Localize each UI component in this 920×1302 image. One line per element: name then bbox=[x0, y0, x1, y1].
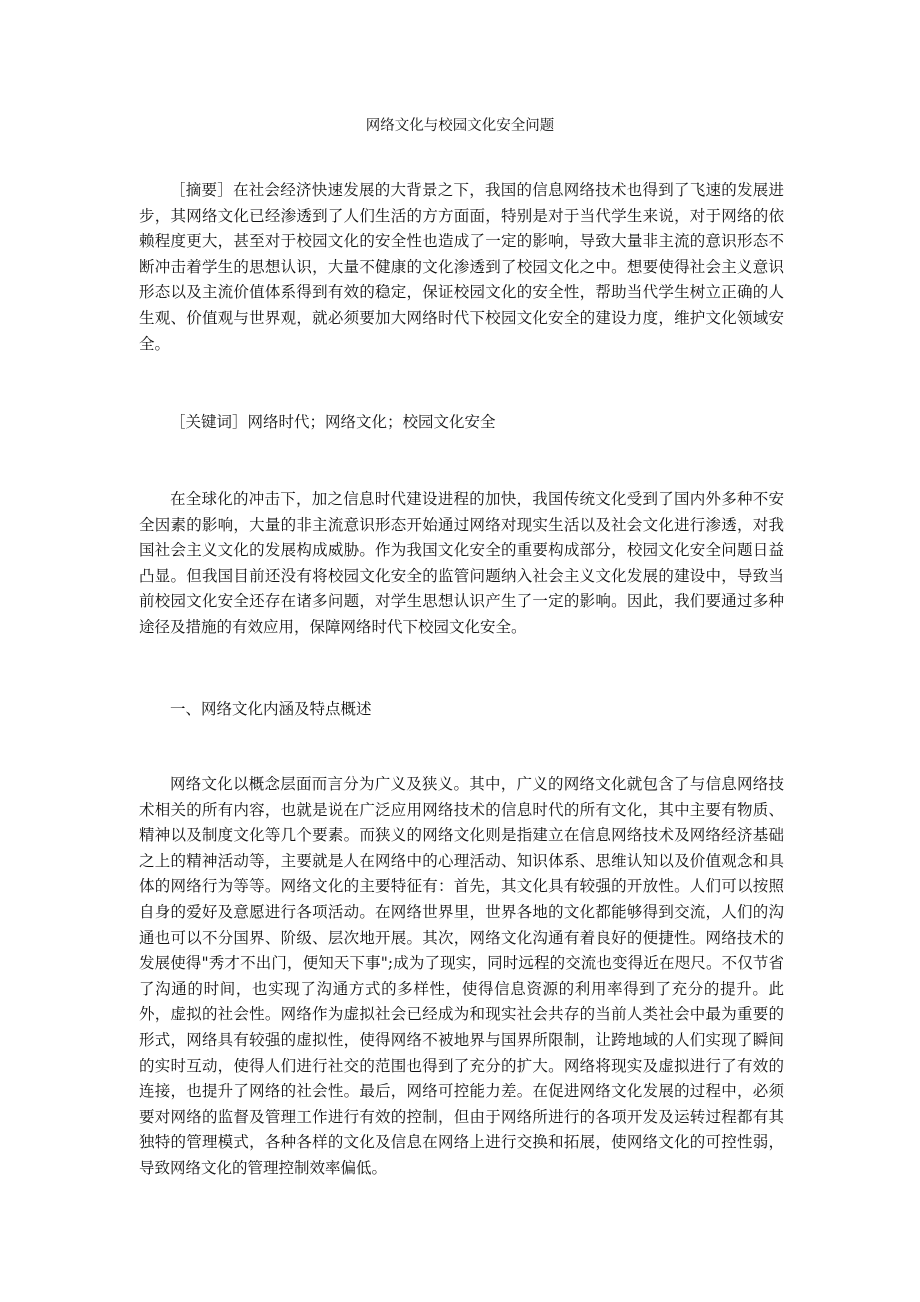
abstract-paragraph: ［摘要］在社会经济快速发展的大背景之下，我国的信息网络技术也得到了飞速的发展进步，其网络文化已经渗透到了人们生活的方方面面，特别是对于当代学生来说，对于网络的依赖程度更大，甚至对于校园文化的安全性也造成了一定的影响，导致大量非主流的意识形态不断冲击着学生的思想认识，大量不健康的文化渗透到了校园文化之中。想要使得社会主义意识形态以及主流价值体系得到有效的稳定，保证校园文化的安全性，帮助当代学生树立正确的人生观、价值观与世界观，就必须要加大网络时代下校园文化安全的建设力度，维护文化领域安全。 bbox=[139, 181, 784, 353]
keywords-line: ［关键词］网络时代；网络文化；校园文化安全 bbox=[170, 413, 496, 431]
section-body-paragraph: 网络文化以概念层面而言分为广义及狭义。其中，广义的网络文化就包含了与信息网络技术相关的所有内容，也就是说在广泛应用网络技术的信息时代的所有文化，其中主要有物质、精神以及制度文化等几个要素。而狭义的网络文化则是指建立在信息网络技术及网络经济基础之上的精神活动等，主要就是人在网络中的心理活动、知识体系、思维认知以及价值观念和具体的网络行为等等。网络文化的主要特征有：首先，其文化具有较强的开放性。人们可以按照自身的爱好及意愿进行各项活动。在网络世界里，世界各地的文化都能够得到交流，人们的沟通也可以不分国界、阶级、层次地开展。其次，网络文化沟通有着良好的便捷性。网络技术的发展使得"秀才不出门，便知天下事";成为了现实，同时远程的交流也变得近在咫尺。不仅节省了沟通的时间，也实现了沟通方式的多样性，使得信息资源的利用率得到了充分的提升。此外，虚拟的社会性。网络作为虚拟社会已经成为和现实社会共存的当前人类社会中最为重要的形式，网络具有较强的虚拟性，使得网络不被地界与国界所限制，让跨地域的人们实现了瞬间的实时互动，使得人们进行社交的范围也得到了充分的扩大。网络将现实及虚拟进行了有效的连接，也提升了网络的社会性。最后，网络可控能力差。在促进网络文化发展的过程中，必须要对网络的监督及管理工作进行有效的控制，但由于网络所进行的各项开发及运转过程都有其独特的管理模式，各种各样的文化及信息在网络上进行交换和拓展，使网络文化的可控性弱，导致网络文化的管理控制效率偏低。 bbox=[139, 775, 784, 1177]
intro-paragraph: 在全球化的冲击下，加之信息时代建设进程的加快，我国传统文化受到了国内外多种不安全因素的影响，大量的非主流意识形态开始通过网络对现实生活以及社会文化进行渗透，对我国社会主义文化的发展构成威胁。作为我国文化安全的重要构成部分，校园文化安全问题日益凸显。但我国目前还没有将校园文化安全的监管问题纳入社会主义文化发展的建设中，导致当前校园文化安全还存在诸多问题，对学生思想认识产生了一定的影响。因此，我们要通过多种途径及措施的有效应用，保障网络时代下校园文化安全。 bbox=[139, 490, 784, 636]
document-title: 网络文化与校园文化安全问题 bbox=[365, 118, 555, 134]
section-heading: 一、网络文化内涵及特点概述 bbox=[170, 700, 372, 718]
